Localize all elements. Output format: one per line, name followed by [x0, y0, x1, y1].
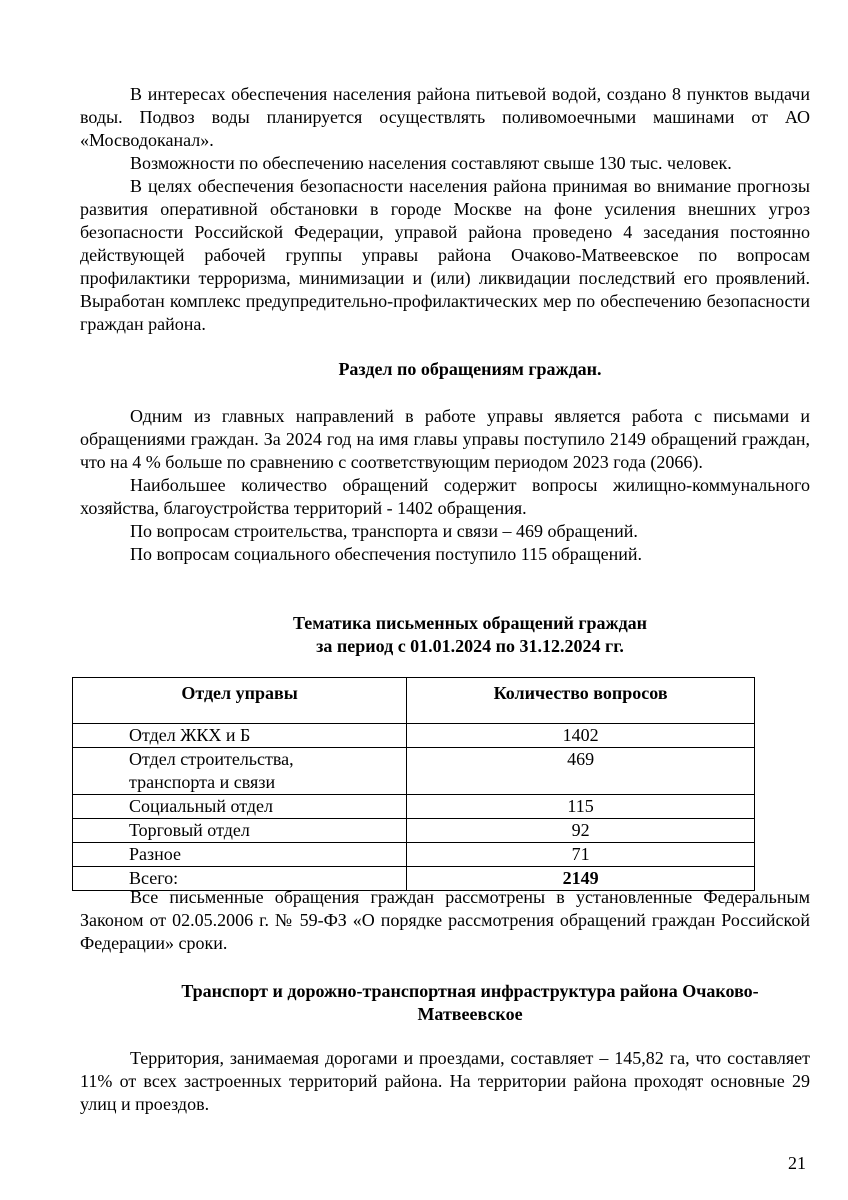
paragraph: Территория, занимаемая дорогами и проездами, составляет – 145,82 га, что составляет 11% от всех застроенных территорий района. На территории района проходят основные 29 улиц и проездов. [80, 1048, 810, 1114]
column-header: Количество вопросов [407, 678, 755, 724]
dept-cell: Социальный отдел [73, 795, 407, 819]
page-number: 21 [788, 1153, 806, 1173]
table-title [180, 612, 760, 658]
paragraph: Все письменные обращения граждан рассмотрены в установленные Федеральным Законом от 02.05.2006 г. № 59-ФЗ «О порядке рассмотрения обращений граждан Российской Федерации» сроки. [80, 887, 810, 953]
title-line: Матвеевское [417, 1004, 523, 1024]
paragraph: В интересах обеспечения населения района питьевой водой, создано 8 пунктов выдачи воды. Подвоз воды планируется осуществлять поливомоечными машинами от АО «Мосводоканал». [80, 84, 810, 150]
dept-cell: Отдел строительства, транспорта и связи [73, 748, 407, 795]
count-cell: 1402 [407, 724, 755, 748]
table-title-line: Тематика письменных обращений граждан [292, 613, 648, 633]
after-table-paragraph [80, 886, 810, 955]
total-label-cell: Всего: [73, 867, 407, 891]
appeals-table [72, 677, 755, 891]
table-row [73, 748, 755, 795]
table-row [73, 795, 755, 819]
paragraph: В целях обеспечения безопасности населения района принимая во внимание прогнозы развития оперативной обстановки в городе Москве на фоне усиления внешних угроз безопасности Российской Федерации, управой района проведено 4 заседания постоянно действующей рабочей группы управы района Очаково-Матвеевское по вопросам профилактики терроризма, минимизации и (или) ликвидации последствий его проявлений. Выработан комплекс предупредительно-профилактических мер по обеспечению безопасности граждан района. [80, 176, 810, 334]
appeals-paragraphs [80, 405, 810, 566]
transport-section-title [80, 980, 848, 1026]
water-security-paragraphs [80, 83, 810, 336]
table-row [73, 843, 755, 867]
paragraph: Возможности по обеспечению населения составляют свыше 130 тыс. человек. [130, 153, 732, 173]
count-cell: 71 [407, 843, 755, 867]
table-row [73, 819, 755, 843]
section-title: Раздел по обращениям граждан. [338, 359, 602, 379]
dept-cell: Разное [73, 843, 407, 867]
total-count-cell: 2149 [407, 867, 755, 891]
dept-cell: Отдел ЖКХ и Б [73, 724, 407, 748]
count-cell: 92 [407, 819, 755, 843]
column-header: Отдел управы [73, 678, 407, 724]
count-cell: 115 [407, 795, 755, 819]
table-header-row [73, 678, 755, 724]
dept-cell: Торговый отдел [73, 819, 407, 843]
table-row [73, 724, 755, 748]
paragraph: По вопросам социального обеспечения поступило 115 обращений. [130, 544, 642, 564]
title-line: Транспорт и дорожно-транспортная инфраструктура района Очаково- [181, 981, 759, 1001]
count-cell: 469 [407, 748, 755, 795]
table-title-line: за период с 01.01.2024 по 31.12.2024 гг. [316, 636, 624, 656]
paragraph: По вопросам строительства, транспорта и связи – 469 обращений. [130, 521, 638, 541]
paragraph: Наибольшее количество обращений содержит вопросы жилищно-коммунального хозяйства, благоустройства территорий - 1402 обращения. [80, 475, 810, 518]
transport-paragraph [80, 1047, 810, 1116]
paragraph: Одним из главных направлений в работе управы является работа с письмами и обращениями граждан. За 2024 год на имя главы управы поступило 2149 обращений граждан, что на 4 % больше по сравнению с соответствующим периодом 2023 года (2066). [80, 406, 810, 472]
